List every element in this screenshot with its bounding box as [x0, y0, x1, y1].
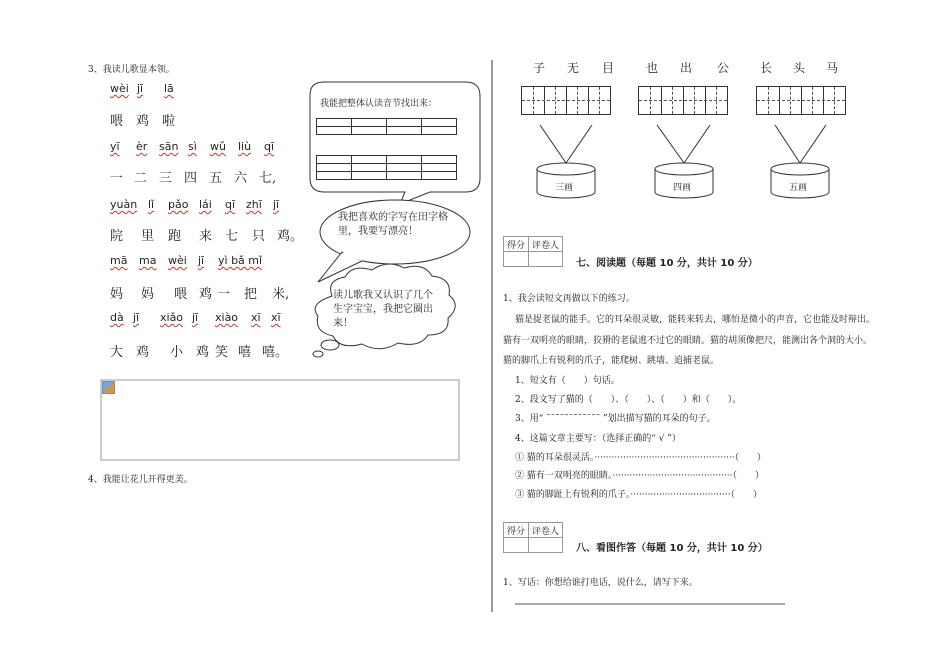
hanzi-char[interactable]: 大	[110, 345, 124, 360]
pinyin-syllable[interactable]: liù	[238, 140, 252, 153]
hanzi-char[interactable]: 喂	[110, 114, 124, 129]
hanzi-char[interactable]: 七,	[259, 171, 277, 186]
score-box-8	[503, 522, 563, 553]
pinyin-syllable[interactable]: wèi	[168, 254, 187, 267]
bubble-1-text: 我能把整体认读音节找出来：	[320, 99, 438, 109]
hanzi-char[interactable]: 嘻。	[262, 345, 289, 360]
score-label: 得分	[504, 237, 529, 252]
hanzi-char[interactable]: 六	[234, 171, 248, 186]
hanzi-char[interactable]: 只	[252, 229, 266, 244]
hanzi-char[interactable]: 院	[110, 229, 124, 244]
pinyin-syllable[interactable]: xiào	[215, 311, 239, 324]
basket-label-4: 四画	[673, 183, 692, 193]
question-3-title: 3、我读儿歌显本领。	[88, 65, 175, 75]
hanzi-char[interactable]: 一	[217, 287, 231, 302]
pinyin-syllable[interactable]: yī	[110, 140, 120, 153]
passage-line-3: 猫的脚爪上有锐利的爪子，能爬树、跳墙、追捕老鼠。	[503, 356, 720, 366]
pinyin-syllable[interactable]: ma	[139, 254, 157, 267]
section-7-title: 七、阅读题（每题 10 分，共计 10 分）	[576, 258, 758, 269]
pinyin-syllable[interactable]: èr	[136, 140, 148, 153]
section-7-intro: 1、我会读短文再做以下的练习。	[503, 294, 635, 304]
pinyin-syllable[interactable]: wǔ	[210, 140, 226, 153]
char-item: 长	[760, 61, 773, 75]
hanzi-char[interactable]: 妈	[141, 287, 155, 302]
hanzi-char[interactable]: 米,	[272, 287, 290, 302]
hanzi-char[interactable]: 鸡	[136, 345, 150, 360]
hanzi-char[interactable]: 七	[225, 229, 239, 244]
section-8-question-1: 1、写话：你想给谁打电话，说什么，请写下来。	[503, 578, 698, 588]
char-item: 无	[567, 61, 580, 75]
char-item: 目	[602, 61, 615, 75]
grader-cell[interactable]	[529, 538, 563, 553]
hanzi-char[interactable]: 鸡	[199, 287, 213, 302]
pinyin-syllable[interactable]: jī	[133, 311, 140, 324]
pinyin-syllable[interactable]: xiǎo	[160, 311, 184, 324]
hanzi-char[interactable]: 来	[199, 229, 213, 244]
pinyin-syllable[interactable]: qī	[225, 198, 236, 211]
pinyin-syllable[interactable]: yì bǎ mǐ	[218, 254, 263, 267]
pinyin-syllable[interactable]: xī	[271, 311, 281, 324]
char-item: 公	[717, 61, 730, 75]
passage-line-2: 猫有一双明亮的眼睛，狡猾的老鼠逃不过它的眼睛。猫的胡须像把尺，能测出各个洞的大小。	[503, 336, 873, 346]
char-item: 子	[533, 61, 546, 75]
char-item: 头	[793, 61, 806, 75]
hanzi-char[interactable]: 喂	[174, 287, 188, 302]
question-4-title: 4、我能让花儿开得更美。	[88, 475, 193, 485]
hanzi-char[interactable]: 里	[141, 229, 155, 244]
char-item: 马	[826, 61, 839, 75]
score-box-7	[503, 236, 563, 267]
score-cell[interactable]	[504, 252, 529, 267]
grader-label: 评卷人	[529, 237, 563, 252]
hanzi-char[interactable]: 嘻	[238, 345, 252, 360]
pinyin-syllable[interactable]: jī	[198, 254, 205, 267]
hanzi-char[interactable]: 一	[110, 171, 124, 186]
hanzi-char[interactable]: 鸡	[196, 345, 210, 360]
pinyin-syllable[interactable]: xī	[251, 311, 261, 324]
grader-label: 评卷人	[529, 523, 563, 538]
basket-label-3: 三画	[555, 183, 574, 193]
pinyin-syllable[interactable]: lái	[199, 198, 212, 211]
question-3: 3、用“ ˜˜˜˜˜˜˜˜˜˜˜˜ ”划出描写猫的耳朵的句子。	[515, 414, 716, 424]
pinyin-syllable[interactable]: jī	[273, 198, 280, 211]
pinyin-syllable[interactable]: lǐ	[148, 198, 155, 211]
section-8-title: 八、看图作答（每题 10 分，共计 10 分）	[576, 543, 768, 554]
score-label: 得分	[504, 523, 529, 538]
choice-3[interactable]: ③ 猫的脚趾上有锐利的爪子。···································（ ）	[515, 490, 762, 500]
hanzi-char[interactable]: 妈	[110, 287, 124, 302]
char-item: 也	[646, 61, 659, 75]
choice-1[interactable]: ① 猫的耳朵很灵活。·················································（ ）	[515, 453, 767, 463]
pinyin-syllable[interactable]: dà	[110, 311, 124, 324]
char-item: 出	[680, 61, 693, 75]
bubble-2-text: 我把喜欢的字写在田字格里，我要写漂亮！	[338, 212, 448, 237]
pinyin-syllable[interactable]: lā	[164, 82, 174, 95]
hanzi-char[interactable]: 五	[209, 171, 223, 186]
hanzi-char[interactable]: 二	[134, 171, 148, 186]
pinyin-syllable[interactable]: yuàn	[110, 198, 138, 211]
pinyin-syllable[interactable]: pǎo	[168, 198, 189, 211]
score-cell[interactable]	[504, 538, 529, 553]
hanzi-char[interactable]: 啦	[162, 114, 176, 129]
bubble-3-text: 读儿歌我又认识了几个生字宝宝，我把它圈出来！	[333, 290, 433, 329]
hanzi-char[interactable]: 鸡。	[277, 229, 304, 244]
question-4: 4、这篇文章主要写：（选择正确的“ √ ”）	[515, 434, 681, 444]
choice-2[interactable]: ② 猫有一双明亮的眼睛。··········································（ ）	[515, 471, 765, 481]
hanzi-char[interactable]: 四	[184, 171, 198, 186]
pinyin-syllable[interactable]: qī	[264, 140, 275, 153]
grader-cell[interactable]	[529, 252, 563, 267]
pinyin-syllable[interactable]: sì	[188, 140, 197, 153]
hanzi-char[interactable]: 鸡	[136, 114, 150, 129]
pinyin-syllable[interactable]: mā	[110, 254, 128, 267]
hanzi-char[interactable]: 跑	[168, 229, 182, 244]
hanzi-char[interactable]: 小	[170, 345, 184, 360]
hanzi-char[interactable]: 三	[159, 171, 173, 186]
hanzi-char[interactable]: 把	[244, 287, 258, 302]
question-1: 1、短文有（ ）句话。	[515, 376, 620, 386]
pinyin-syllable[interactable]: sān	[159, 140, 179, 153]
question-2: 2、段文写了猫的（ ）、（ ）、（ ）和（ ）。	[515, 395, 742, 405]
pinyin-syllable[interactable]: jī	[137, 82, 144, 95]
basket-label-5: 五画	[789, 183, 808, 193]
pinyin-syllable[interactable]: wèi	[110, 82, 129, 95]
hanzi-char[interactable]: 笑	[215, 345, 229, 360]
pinyin-syllable[interactable]: jī	[192, 311, 199, 324]
passage-line-1: 猫是捉老鼠的能手。它的耳朵很灵敏，能转来转去，哪怕是微小的声音，它也能及时辩出。	[515, 315, 876, 325]
pinyin-syllable[interactable]: zhī	[246, 198, 262, 211]
